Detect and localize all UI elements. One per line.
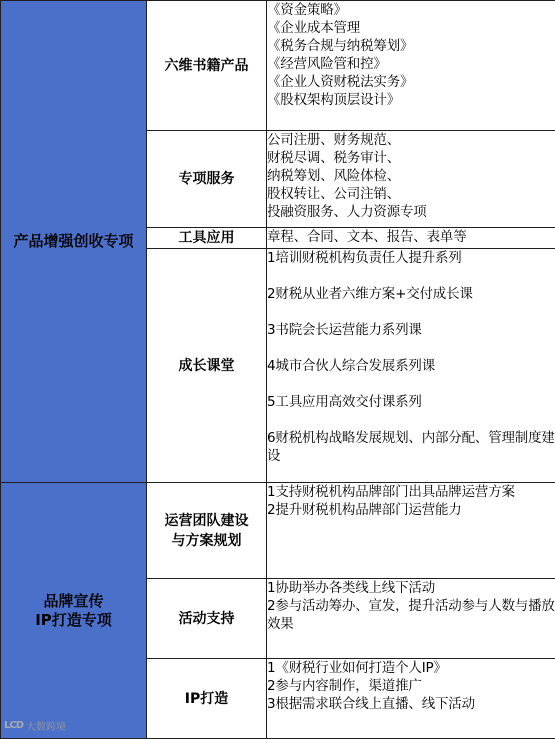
subcategory-label: 专项服务	[179, 169, 235, 189]
list-item: 1《财税行业如何打造个人IP》	[267, 659, 555, 677]
list-item: 2财税从业者六维方案+交付成长课	[267, 285, 555, 303]
watermark	[4, 718, 66, 733]
table-row	[1, 483, 555, 579]
list-item: 投融资服务、人力资源专项	[267, 203, 555, 221]
subcategory-cell	[147, 579, 267, 659]
category-cell	[1, 483, 147, 739]
category-label-line-1: 品牌宣传	[43, 592, 103, 610]
subcategory-label-line-1: 运营团队建设	[165, 513, 249, 529]
table-row	[1, 1, 555, 131]
subcategory-label: 成长课堂	[179, 356, 235, 376]
list-item: 《税务合规与纳税筹划》	[267, 37, 555, 55]
list-item: 公司注册、财务规范、	[267, 131, 555, 149]
list-item: 5工具应用高效交付课系列	[267, 393, 555, 411]
content-cell	[267, 249, 555, 483]
list-item: 股权转让、公司注销、	[267, 185, 555, 203]
list-item: 6财税机构战略发展规划、内部分配、管理制度建设	[267, 429, 555, 465]
subcategory-label: 活动支持	[179, 609, 235, 629]
category-label-line-2: IP打造专项	[35, 611, 112, 629]
subcategory-label-line-2: 与方案规划	[172, 533, 242, 549]
list-item: 3根据需求联合线上直播、线下活动	[267, 695, 555, 713]
list-item: 1支持财税机构品牌部门出具品牌运营方案	[267, 483, 555, 501]
list-item: 《股权架构顶层设计》	[267, 91, 555, 109]
list-item: 3书院会长运营能力系列课	[267, 321, 555, 339]
list-item: 《企业人资财税法实务》	[267, 73, 555, 91]
subcategory-cell	[147, 249, 267, 483]
list-item: 4城市合伙人综合发展系列课	[267, 357, 555, 375]
list-item: 纳税筹划、风险体检、	[267, 167, 555, 185]
list-item: 财税尽调、税务审计、	[267, 149, 555, 167]
watermark-logo: LCD	[4, 720, 23, 731]
list-item: 《企业成本管理	[267, 19, 555, 37]
content-cell	[267, 1, 555, 131]
subcategory-cell	[147, 228, 267, 249]
list-item: 2参与内容制作，渠道推广	[267, 677, 555, 695]
content-cell	[267, 483, 555, 579]
subcategory-cell	[147, 1, 267, 131]
subcategory-label: 六维书籍产品	[165, 56, 249, 76]
watermark-text: 大数跨境	[26, 718, 66, 733]
list-item: 2提升财税机构品牌部门运营能力	[267, 501, 555, 519]
content-cell	[267, 659, 555, 739]
list-item: 1培训财税机构负责任人提升系列	[267, 249, 555, 267]
content-cell	[267, 131, 555, 228]
content-cell	[267, 228, 555, 249]
subcategory-label: IP打造	[185, 689, 228, 709]
category-label: 产品增强创收专项	[13, 232, 133, 250]
list-item: 2参与活动筹办、宣发，提升活动参与人数与播放效果	[267, 597, 555, 633]
subcategory-label: 工具应用	[179, 228, 235, 248]
category-cell	[1, 1, 147, 483]
list-item: 章程、合同、文本、报告、表单等	[267, 228, 555, 246]
list-item: 1协助举办各类线上线下活动	[267, 579, 555, 597]
list-item: 《经营风险管和控》	[267, 55, 555, 73]
content-cell	[267, 579, 555, 659]
subcategory-cell	[147, 659, 267, 739]
subcategory-cell	[147, 483, 267, 579]
list-item: 《资金策略》	[267, 1, 555, 19]
subcategory-cell	[147, 131, 267, 228]
